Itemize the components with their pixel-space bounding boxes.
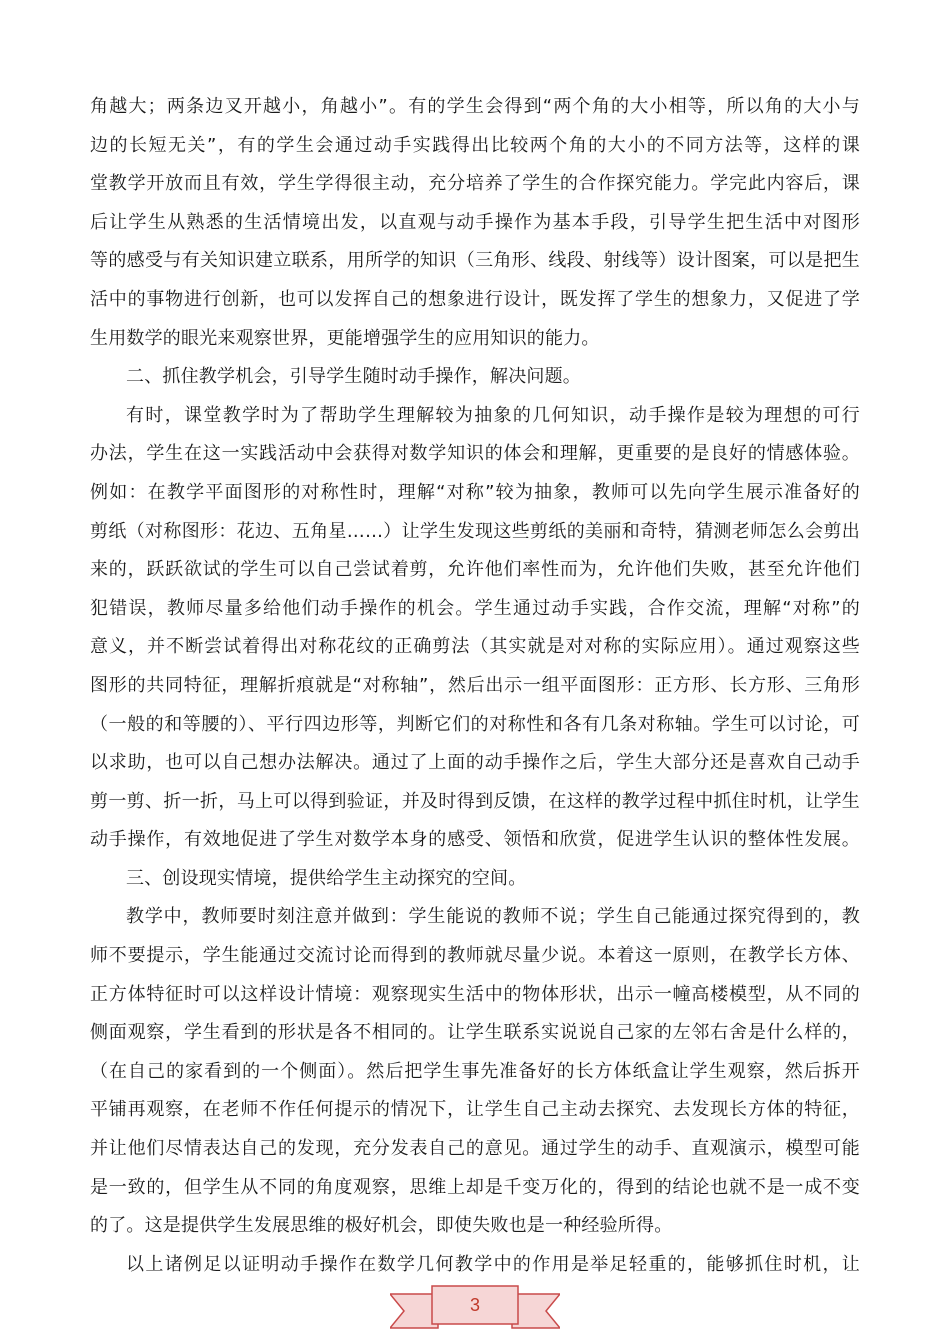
text-line: 例如：在教学平面图形的对称性时，理解“对称”较为抽象，教师可以先向学生展示准备好的 xyxy=(90,481,860,503)
page-footer xyxy=(0,1268,950,1344)
text-line: 的了。这是提供学生发展思维的极好机会，即使失败也是一种经验所得。 xyxy=(90,1215,673,1237)
text-line: 犯错误，教师尽量多给他们动手操作的机会。学生通过动手实践，合作交流，理解“对称”的 xyxy=(90,597,860,619)
page-number: 3 xyxy=(469,1295,480,1315)
text-line: 堂教学开放而且有效，学生学得很主动，充分培养了学生的合作探究能力。学完此内容后，课 xyxy=(90,173,860,195)
text-line: 办法，学生在这一实践活动中会获得对数学知识的体会和理解，更重要的是良好的情感体验。 xyxy=(90,443,860,465)
document-body xyxy=(90,88,860,1284)
text-line: 等的感受与有关知识建立联系，用所学的知识（三角形、线段、射线等）设计图案，可以是把生 xyxy=(90,250,860,272)
text-line: 来的，跃跃欲试的学生可以自己尝试着剪，允许他们率性而为，允许他们失败，甚至允许他们 xyxy=(90,559,860,581)
text-line: 角越大；两条边叉开越小，角越小”。有的学生会得到“两个角的大小相等，所以角的大小与 xyxy=(90,96,860,117)
text-line: （一般的和等腰的）、平行四边形等，判断它们的对称性和各有几条对称轴。学生可以讨论，可 xyxy=(90,713,860,735)
text-line: 以求助，也可以自己想办法解决。通过了上面的动手操作之后，学生大部分还是喜欢自己动手 xyxy=(90,752,860,774)
text-line: 侧面观察，学生看到的形状是各不相同的。让学生联系实说说自己家的左邻右舍是什么样的， xyxy=(90,1022,860,1044)
section-heading: 三、创设现实情境，提供给学生主动探究的空间。 xyxy=(126,867,527,889)
text-line: 是一致的，但学生从不同的角度观察，思维上却是千变万化的，得到的结论也就不是一成不变 xyxy=(90,1176,860,1198)
text-line: 边的长短无关”，有的学生会通过动手实践得出比较两个角的大小的不同方法等，这样的课 xyxy=(90,134,860,156)
text-line: 平铺再观察，在老师不作任何提示的情况下，让学生自己主动去探究、去发现长方体的特征， xyxy=(90,1099,860,1121)
text-line: 师不要提示，学生能通过交流讨论而得到的教师就尽量少说。本着这一原则，在教学长方体、 xyxy=(90,945,860,967)
text-line: 意义，并不断尝试着得出对称花纹的正确剪法（其实就是对对称的实际应用）。通过观察这些 xyxy=(90,636,860,658)
text-line: 后让学生从熟悉的生活情境出发，以直观与动手操作为基本手段，引导学生把生活中对图形 xyxy=(90,211,860,233)
text-line: 剪一剪、折一折，马上可以得到验证，并及时得到反馈，在这样的教学过程中抓住时机，让学生 xyxy=(90,790,860,812)
text-line: 剪纸（对称图形：花边、五角星……）让学生发现这些剪纸的美丽和奇特，猜测老师怎么会剪出 xyxy=(90,520,860,542)
text-line: 生用数学的眼光来观察世界，更能增强学生的应用知识的能力。 xyxy=(90,327,600,349)
text-line: 教学中，教师要时刻注意并做到：学生能说的教师不说；学生自己能通过探究得到的，教 xyxy=(126,906,860,928)
text-line: 有时，课堂教学时为了帮助学生理解较为抽象的几何知识，动手操作是较为理想的可行 xyxy=(126,404,860,426)
text-line: 动手操作，有效地促进了学生对数学本身的感受、领悟和欣赏，促进学生认识的整体性发展。 xyxy=(90,829,860,851)
text-line: 图形的共同特征，理解折痕就是“对称轴”，然后出示一组平面图形：正方形、长方形、三角形 xyxy=(90,674,860,696)
text-line: （在自己的家看到的一个侧面）。然后把学生事先准备好的长方体纸盒让学生观察，然后拆开 xyxy=(90,1060,860,1082)
text-line: 以上诸例足以证明动手操作在数学几何教学中的作用是举足轻重的，能够抓住时机，让 xyxy=(126,1253,860,1275)
text-line: 并让他们尽情表达自己的发现，充分发表自己的意见。通过学生的动手、直观演示，模型可能 xyxy=(90,1138,860,1160)
section-heading: 二、抓住教学机会，引导学生随时动手操作，解决问题。 xyxy=(126,366,581,388)
text-line: 正方体特征时可以这样设计情境：观察现实生活中的物体形状，出示一幢高楼模型，从不同的 xyxy=(90,983,860,1005)
text-line: 活中的事物进行创新，也可以发挥自己的想象进行设计，既发挥了学生的想象力，又促进了学 xyxy=(90,288,860,310)
